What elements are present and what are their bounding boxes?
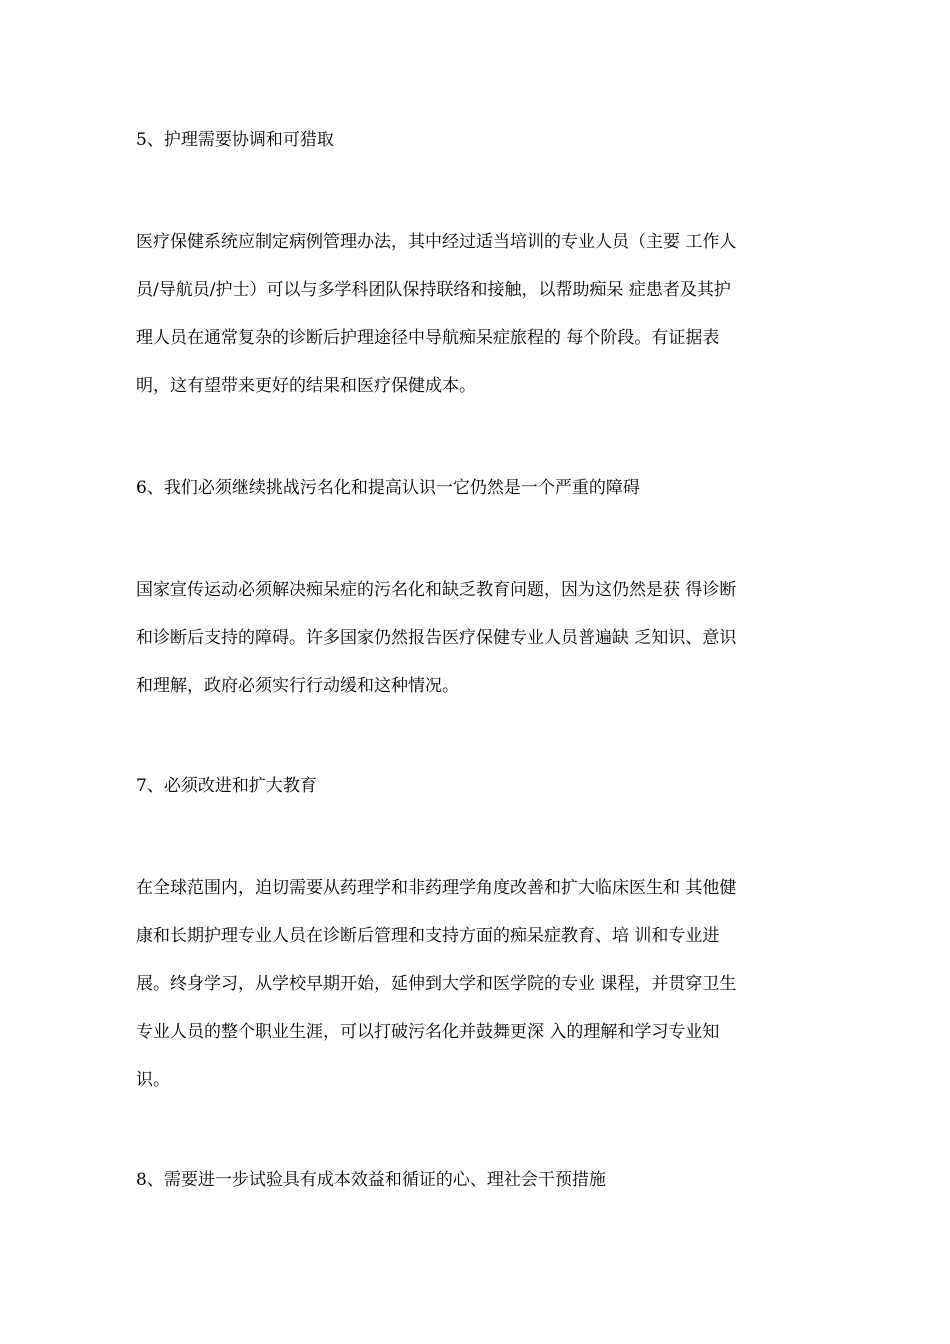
paragraph-line: 理人员在通常复杂的诊断后护理途径中导航痴呆症旅程的 每个阶段。有证据表 [136,328,720,348]
section-heading-6: 6、我们必须继续挑战污名化和提高认识一它仍然是一个严重的障碍 [136,478,640,498]
section-paragraph-5 [136,218,826,410]
paragraph-line: 识。 [136,1070,170,1090]
paragraph-line: 在全球范围内，迫切需要从药理学和非药理学角度改善和扩大临床医生和 其他健 [136,878,737,898]
paragraph-line: 专业人员的整个职业生涯，可以打破污名化并鼓舞更深 入的理解和学习专业知 [136,1022,720,1042]
section-heading-5: 5、护理需要协调和可猎取 [136,130,334,150]
section-paragraph-7 [136,864,826,1104]
paragraph-line: 员/导航员/护士）可以与多学科团队保持联络和接触，以帮助痴呆 症患者及其护 [136,280,731,300]
paragraph-line: 国家宣传运动必须解决痴呆症的污名化和缺乏教育问题，因为这仍然是获 得诊断 [136,580,737,600]
section-paragraph-6 [136,566,826,710]
paragraph-line: 康和长期护理专业人员在诊断后管理和支持方面的痴呆症教育、培 训和专业进 [136,926,720,946]
paragraph-line: 展。终身学习，从学校早期开始，延伸到大学和医学院的专业 课程，并贯穿卫生 [136,974,737,994]
paragraph-line: 明，这有望带来更好的结果和医疗保健成本。 [136,376,476,396]
section-heading-7: 7、必须改进和扩大教育 [136,776,317,796]
paragraph-line: 医疗保健系统应制定病例管理办法，其中经过适当培训的专业人员（主要 工作人 [136,232,737,252]
paragraph-line: 和理解，政府必须实行行动缓和这种情况。 [136,676,459,696]
paragraph-line: 和诊断后支持的障碍。许多国家仍然报告医疗保健专业人员普遍缺 乏知识、意识 [136,628,737,648]
section-heading-8: 8、需要进一步试验具有成本效益和循证的心、理社会干预措施 [136,1170,606,1190]
